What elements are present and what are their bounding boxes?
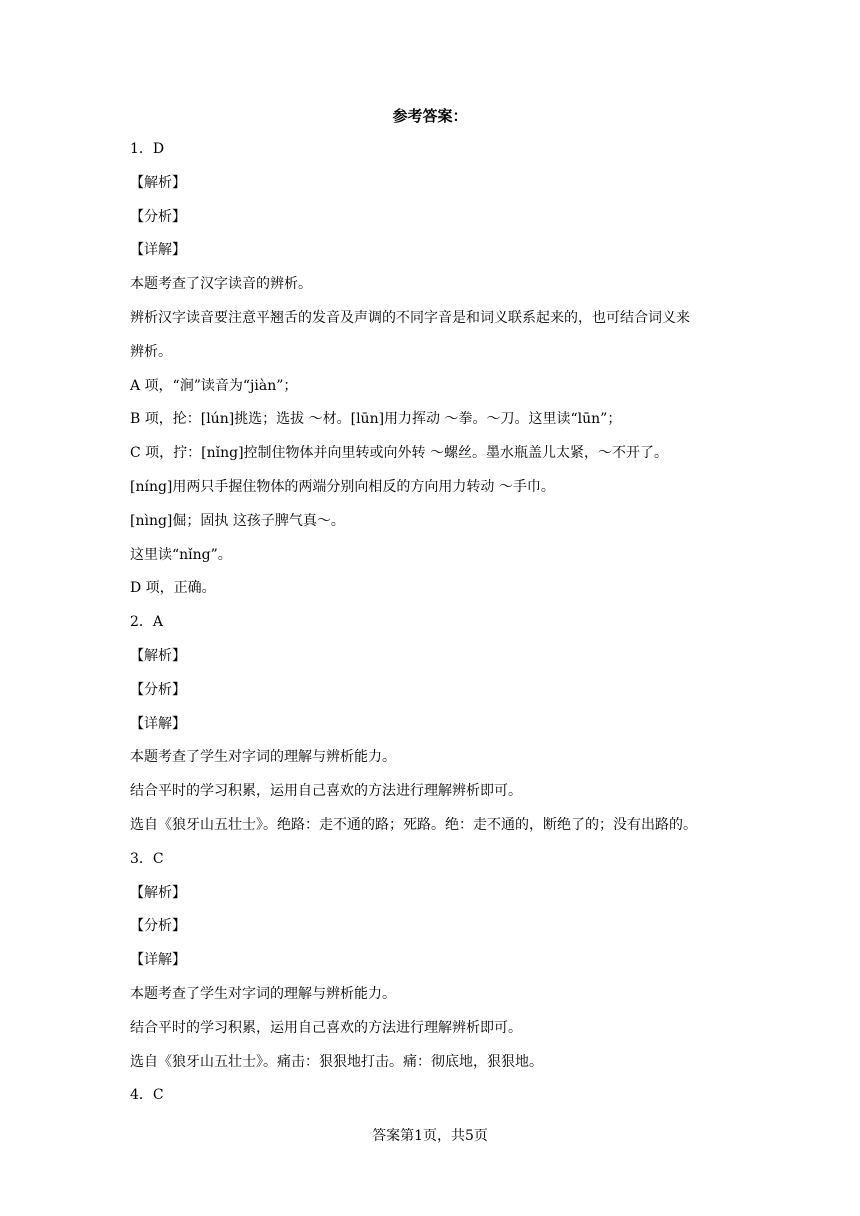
answer-line: 【分析】 bbox=[130, 208, 186, 225]
answer-line: 辨析汉字读音要注意平翘舌的发音及声调的不同字音是和词义联系起来的，也可结合词义来 bbox=[130, 309, 690, 326]
answer-line: 1．D bbox=[130, 141, 165, 157]
answer-line: 选自《狼牙山五壮士》。痛击：狠狠地打击。痛：彻底地，狠狠地。 bbox=[130, 1053, 543, 1070]
answer-line: B 项，抡：[lún]挑选；选拔 ～材。[lūn]用力挥动 ～拳。～刀。这里读“lūn”； bbox=[130, 411, 622, 428]
answer-line: 4．C bbox=[130, 1087, 164, 1104]
answer-line: [nìng]倔；固执 这孩子脾气真～。 bbox=[130, 512, 345, 529]
answer-line: [níng]用两只手握住物体的两端分别向相反的方向用力转动 ～手巾。 bbox=[130, 478, 555, 495]
page-title: 参考答案： bbox=[392, 107, 468, 125]
answer-line: 【详解】 bbox=[130, 952, 186, 969]
answer-line: 结合平时的学习积累，运用自己喜欢的方法进行理解辨析即可。 bbox=[130, 1019, 522, 1036]
answer-line: 【分析】 bbox=[130, 918, 186, 935]
answer-line: 选自《狼牙山五壮士》。绝路：走不通的路；死路。绝：走不通的，断绝了的；没有出路的。 bbox=[130, 816, 697, 833]
answer-line: 【解析】 bbox=[130, 174, 186, 191]
answer-line: 【解析】 bbox=[130, 647, 186, 664]
answer-line: 本题考查了学生对字词的理解与辨析能力。 bbox=[130, 985, 396, 1002]
answer-line: 【解析】 bbox=[130, 884, 186, 901]
answer-line: 本题考查了学生对字词的理解与辨析能力。 bbox=[130, 749, 396, 766]
answer-line: C 项，拧：[nǐng]控制住物体并向里转或向外转 ～螺丝。墨水瓶盖儿太紧，～不开了。 bbox=[130, 445, 669, 462]
answer-line: 【详解】 bbox=[130, 715, 186, 732]
answer-line: 辨析。 bbox=[130, 343, 172, 360]
answer-line: 【详解】 bbox=[130, 242, 186, 259]
answer-line: 结合平时的学习积累，运用自己喜欢的方法进行理解辨析即可。 bbox=[130, 783, 522, 800]
answer-line: 本题考查了汉字读音的辨析。 bbox=[130, 276, 312, 293]
answer-line: 这里读“nǐng”。 bbox=[130, 546, 232, 563]
answer-content bbox=[130, 133, 750, 1113]
page-footer: 答案第1页，共5页 bbox=[372, 1128, 488, 1144]
answer-line: D 项，正确。 bbox=[130, 580, 216, 597]
answer-line: A 项，“涧”读音为“jiàn”； bbox=[130, 377, 298, 394]
answer-line: 3．C bbox=[130, 850, 164, 867]
answer-line: 2．A bbox=[130, 614, 164, 631]
answer-line: 【分析】 bbox=[130, 681, 186, 698]
